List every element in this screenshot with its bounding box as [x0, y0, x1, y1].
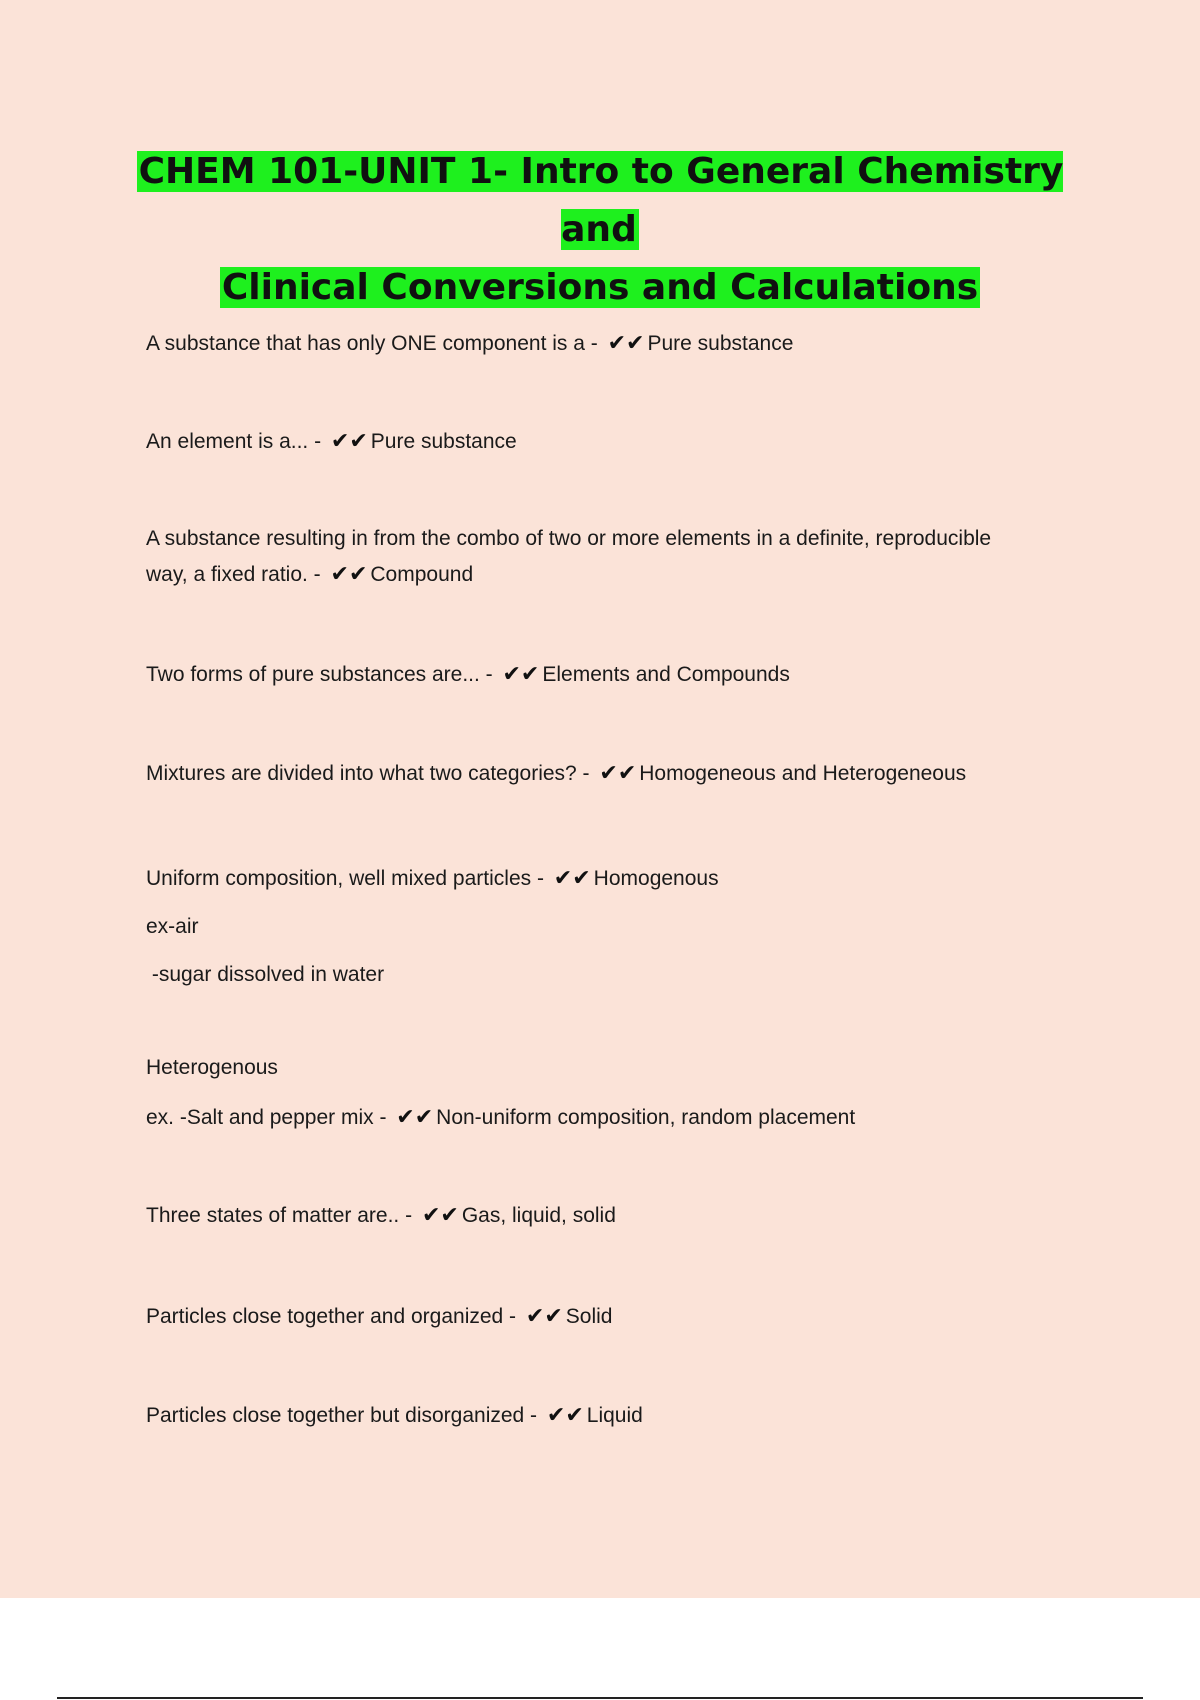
entry-answer: Non-uniform composition, random placement [436, 1106, 856, 1129]
entry-example: -sugar dissolved in water [146, 963, 385, 986]
entry-line [146, 855, 1076, 903]
flashcard-entry [146, 424, 1076, 460]
entry-question: A substance that has only ONE component is a - [146, 332, 604, 355]
entry-question: ex. -Salt and pepper mix - [146, 1106, 393, 1129]
entry-example: ex-air [146, 915, 199, 938]
entry-answer: Gas, liquid, solid [461, 1204, 616, 1227]
entry-answer: Homogenous [593, 867, 719, 890]
flashcard-entry [146, 1398, 1076, 1434]
entry-answer: Pure substance [370, 430, 517, 453]
double-check-icon: ✔✔ [421, 1203, 459, 1228]
entry-line [146, 756, 1076, 792]
entry-question: An element is a... - [146, 430, 327, 453]
double-check-icon: ✔✔ [607, 331, 645, 356]
flashcard-entry [146, 855, 1076, 999]
double-check-icon: ✔✔ [553, 866, 591, 891]
document-title [100, 143, 1100, 317]
footer-divider [57, 1697, 1143, 1699]
double-check-icon: ✔✔ [546, 1403, 584, 1428]
flashcard-entry [146, 1043, 1076, 1143]
entry-line [146, 1093, 1076, 1143]
entry-line [146, 1398, 1076, 1434]
flashcard-entry [146, 326, 1076, 362]
entry-line [146, 557, 1076, 593]
entry-line [146, 1299, 1076, 1335]
flashcard-entry [146, 1299, 1076, 1335]
entry-question: way, a fixed ratio. - [146, 563, 327, 586]
entry-line [146, 326, 1076, 362]
entry-question: Three states of matter are.. - [146, 1204, 418, 1227]
entry-answer: Compound [370, 563, 474, 586]
double-check-icon: ✔✔ [525, 1304, 563, 1329]
entry-line: A substance resulting in from the combo of two or more elements in a definite, reproducible [146, 527, 992, 550]
entry-answer: Solid [565, 1305, 613, 1328]
entry-question: Mixtures are divided into what two categories? - [146, 762, 596, 785]
flashcard-entry [146, 521, 1076, 593]
entry-heading: Heterogenous [146, 1056, 278, 1079]
entry-line [146, 424, 1076, 460]
flashcard-entry [146, 1198, 1076, 1234]
flashcard-entry [146, 756, 1076, 792]
double-check-icon: ✔✔ [330, 429, 368, 454]
double-check-icon: ✔✔ [330, 562, 368, 587]
entry-line [146, 1198, 1076, 1234]
entry-question: Uniform composition, well mixed particles - [146, 867, 550, 890]
double-check-icon: ✔✔ [599, 761, 637, 786]
title-line-2: Clinical Conversions and Calculations [221, 267, 979, 308]
entry-question: Particles close together and organized - [146, 1305, 522, 1328]
entry-answer: Pure substance [647, 332, 794, 355]
entry-question: Two forms of pure substances are... - [146, 663, 499, 686]
entry-answer: Homogeneous and Heterogeneous [639, 762, 967, 785]
double-check-icon: ✔✔ [396, 1105, 434, 1130]
entry-answer: Liquid [586, 1404, 643, 1427]
entry-line [146, 657, 1076, 693]
title-line-1: CHEM 101-UNIT 1- Intro to General Chemistry and [138, 151, 1064, 250]
entry-answer: Elements and Compounds [542, 663, 790, 686]
double-check-icon: ✔✔ [502, 662, 540, 687]
flashcard-entry [146, 657, 1076, 693]
entry-question: Particles close together but disorganized - [146, 1404, 543, 1427]
